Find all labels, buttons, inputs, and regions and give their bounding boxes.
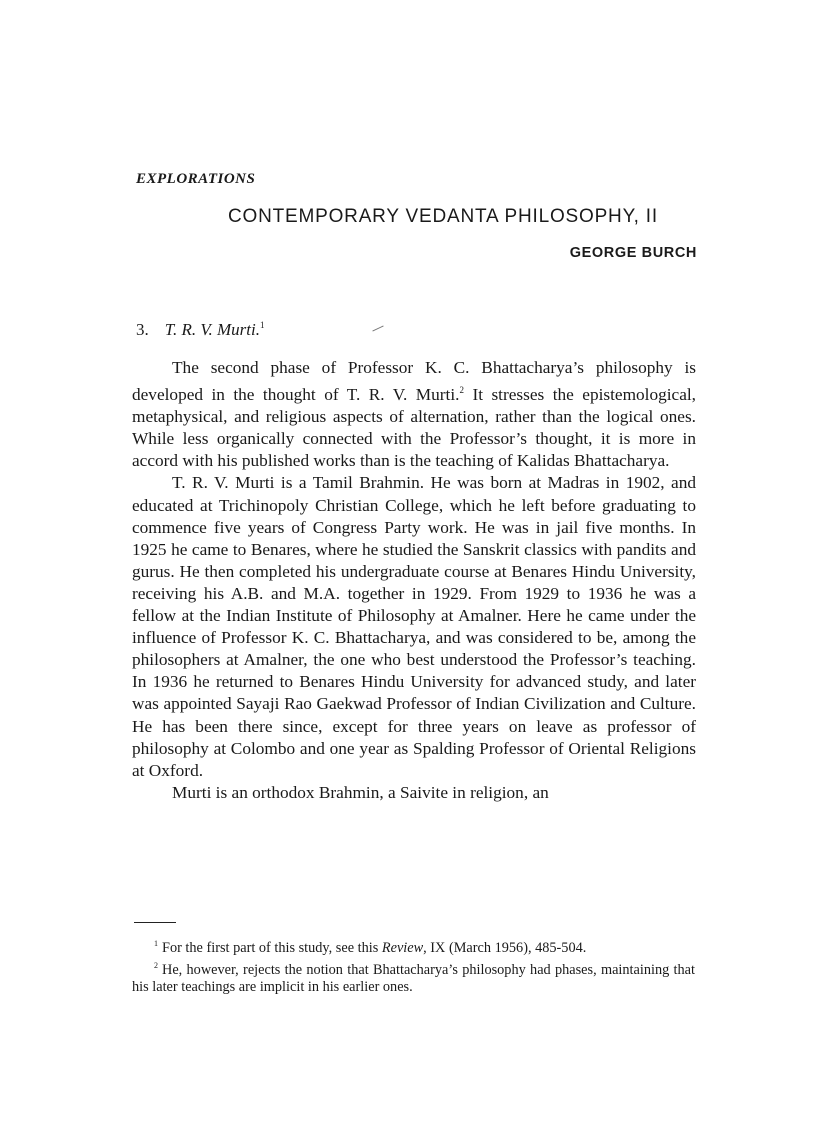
author-name: GEORGE BURCH [569, 245, 697, 261]
body-text [132, 357, 696, 804]
section-heading [136, 320, 265, 340]
footnote-2 [132, 957, 695, 996]
section-label: EXPLORATIONS [136, 171, 256, 187]
footnote-2-text: He, however, rejects the notion that Bhattacharya’s philosophy had phases, maintaining that his later teachings are implicit in his earlier ones. [132, 962, 695, 996]
paragraph-2: T. R. V. Murti is a Tamil Brahmin. He was born at Madras in 1902, and educated at Trichinopoly Christian College, which he left before graduating to commence five years of Congress Party work. He was in jail five months. In 1925 he came to Benares, where he studied the Sanskrit classics with pandits and gurus. He then completed his undergraduate course at Benares Hindu University, receiving his A.B. and M.A. together in 1929. From 1929 to 1936 he was a fellow at the Indian Institute of Philosophy at Amalner. Here he came under the influence of Professor K. C. Bhattacharya, and was considered to be, among the philosophers at Amalner, the one who best understood the Professor’s teaching. In 1936 he returned to Benares Hindu University for advanced study, and later was appointed Sayaji Rao Gaekwad Professor of Indian Civilization and Culture. He has been there since, except for three years on leave as professor of philosophy at Colombo and one year as Spalding Professor of Oriental Religions at Oxford. [132, 473, 696, 780]
footnote-1-text-a: For the first part of this study, see this [162, 940, 382, 956]
footnote-ref-2: 2 [459, 385, 464, 396]
footnote-1-marker: 1 [154, 939, 158, 948]
paragraph-1 [132, 357, 696, 472]
section-number: 3. [136, 320, 149, 339]
paragraph-3: Murti is an orthodox Brahmin, a Saivite in religion, an [172, 782, 549, 802]
paragraph-1-part-b: It stresses the epistemological, metaphysical, and religious aspects of alternation, rather than the logical ones. While less organically connected with the Professor’s thought, it is more in accord with his published works than is the teaching of Kalidas Bhattacharya. [132, 385, 697, 471]
section-name: T. R. V. Murti. [164, 320, 260, 339]
footnote-2-marker: 2 [154, 961, 158, 971]
paragraph-1-part-a: The second phase of Professor K. C. Bhattacharya’s philosophy is developed in the thought of T. R. V. Murti. [132, 358, 696, 405]
footnote-1 [132, 935, 695, 957]
footnote-rule [134, 922, 176, 923]
article-title: CONTEMPORARY VEDANTA PHILOSOPHY, II [228, 206, 658, 227]
footnote-1-text-b: , IX (March 1956), 485-504. [423, 940, 587, 956]
pencil-mark [372, 326, 383, 332]
footnote-1-journal: Review [381, 940, 424, 956]
footnote-ref-1: 1 [260, 320, 265, 330]
footnotes [132, 935, 695, 997]
